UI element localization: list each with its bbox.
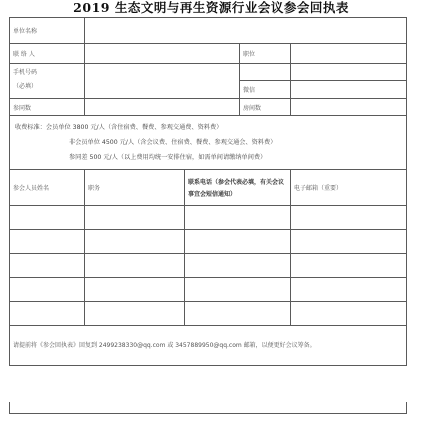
blank-cell-a xyxy=(240,64,291,81)
attendees-row xyxy=(10,99,407,116)
table-row xyxy=(10,278,407,302)
wechat-label: 微信 xyxy=(240,81,291,99)
attendee-name-cell[interactable] xyxy=(10,230,85,254)
header-name: 参会人员姓名 xyxy=(10,170,85,206)
fee-line-nonmember: 非会员单位 4500 元/人（含会议费、住宿费、餐费、参观交通会、资料费） xyxy=(69,139,277,146)
table-row xyxy=(10,206,407,230)
header-email: 电子邮箱（重要） xyxy=(291,170,407,206)
attendee-email-cell[interactable] xyxy=(291,278,407,302)
contact-label: 联 络 人 xyxy=(10,44,85,64)
attendee-phone-cell[interactable] xyxy=(185,230,291,254)
attendee-job-cell[interactable] xyxy=(85,206,185,230)
attendee-phone-cell[interactable] xyxy=(185,254,291,278)
header-job: 职务 xyxy=(85,170,185,206)
unit-name-label: 单位名称 xyxy=(10,18,85,44)
mobile-label-line2: （必填） xyxy=(13,83,38,90)
form-bottom-border xyxy=(9,413,407,414)
attendee-email-cell[interactable] xyxy=(291,230,407,254)
contact-input[interactable] xyxy=(85,44,240,64)
table-row xyxy=(10,302,407,326)
attendee-name-cell[interactable] xyxy=(10,302,85,326)
attendee-email-cell[interactable] xyxy=(291,302,407,326)
table-row xyxy=(10,230,407,254)
attendee-name-cell[interactable] xyxy=(10,278,85,302)
note-row xyxy=(10,326,407,366)
attendee-job-cell[interactable] xyxy=(85,278,185,302)
contact-row xyxy=(10,44,407,64)
form-title: 2019 生态文明与再生资源行业会议参会回执表 xyxy=(73,0,349,15)
blank-cell-b xyxy=(291,64,407,81)
room-count-label: 房间数 xyxy=(240,99,291,116)
mobile-input[interactable] xyxy=(85,64,240,99)
attendee-email-cell[interactable] xyxy=(291,254,407,278)
position-label: 职位 xyxy=(240,44,291,64)
form-left-edge xyxy=(9,402,10,413)
mobile-label xyxy=(10,64,85,99)
mobile-row-top xyxy=(10,64,407,81)
wechat-input[interactable] xyxy=(291,81,407,99)
form-right-edge xyxy=(406,402,407,413)
attendee-name-cell[interactable] xyxy=(10,254,85,278)
attendee-job-cell[interactable] xyxy=(85,230,185,254)
fee-line-member: 收费标准：会员单位 3800 元/人（含住宿费、餐费、参观交通费、资料费） xyxy=(15,124,223,131)
attendees-label: 参同数 xyxy=(10,99,85,116)
unit-name-input[interactable] xyxy=(85,18,407,44)
attendees-input[interactable] xyxy=(85,99,240,116)
attendee-name-cell[interactable] xyxy=(10,206,85,230)
mobile-label-line1: 手机号码 xyxy=(13,69,38,76)
fee-row xyxy=(10,116,407,170)
attendee-phone-cell[interactable] xyxy=(185,302,291,326)
fee-standard xyxy=(10,116,407,170)
table-header-row xyxy=(10,170,407,206)
fee-line-single: 参同差 500 元/人（以上费用均统一安排住宿，如需单间请缴纳单间费） xyxy=(69,154,267,161)
room-count-input[interactable] xyxy=(291,99,407,116)
submission-note: 请提前将《参会回执表》回复到 2499238330@qq.com 或 3457889950@qq.com 邮箱，以便更好会议筹备。 xyxy=(10,326,407,366)
header-contact-phone: 联系电话（参会代表必填，有关会议事宜会短信通知） xyxy=(185,170,291,206)
attendee-job-cell[interactable] xyxy=(85,302,185,326)
receipt-form-table xyxy=(9,17,407,366)
unit-name-row xyxy=(10,18,407,44)
table-row xyxy=(10,254,407,278)
attendee-phone-cell[interactable] xyxy=(185,206,291,230)
attendee-job-cell[interactable] xyxy=(85,254,185,278)
attendee-phone-cell[interactable] xyxy=(185,278,291,302)
attendee-email-cell[interactable] xyxy=(291,206,407,230)
position-input[interactable] xyxy=(291,44,407,64)
